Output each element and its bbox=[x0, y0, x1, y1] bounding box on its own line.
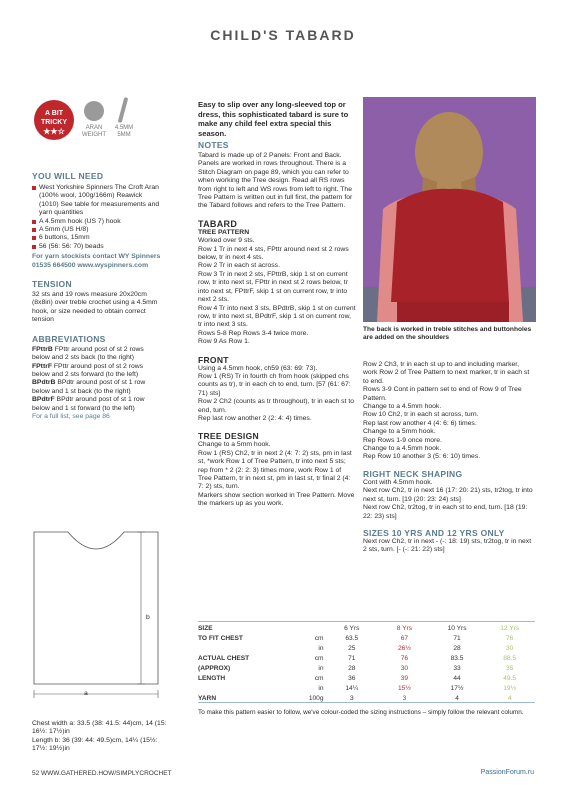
tension-heading: TENSION bbox=[32, 279, 72, 290]
badge-line2: TRICKY bbox=[40, 119, 68, 126]
list-item: West Yorkshire Spinners The Croft Aran (100% wool, 100g/166m) Reawick (1010) See table for measurements and yarn quantities bbox=[32, 184, 162, 218]
abbreviation-item: FPttrF FPttr around post of st 2 rows below and 2 sts forward (to the left) bbox=[32, 362, 144, 378]
sizes-heading: SIZES 10 YRS AND 12 YRS ONLY bbox=[363, 527, 505, 538]
tree-design-line: Change to a 5mm hook. bbox=[198, 441, 271, 449]
crochet-hook-icon bbox=[118, 97, 129, 123]
list-item: 6 buttons, 15mm bbox=[32, 234, 162, 242]
tree-pattern-line: Row 4 Tr into next 3 sts, BPdtrB, skip 1 st on current row, tr into next st, BPdtrF, skip 1 st on current row, tr into next 3 sts. bbox=[198, 304, 356, 329]
pattern-line: Row 2 Ch3, tr in each st up to and including marker, work Row 2 of Tree Pattern to next marker, tr in each st to end. bbox=[363, 361, 530, 385]
table-note: To make this pattern easier to follow, we've colour-coded the sizing instructions – simply follow the relevant column. bbox=[198, 709, 524, 716]
intro-text: Easy to slip over any long-sleeved top or dress, this sophisticated tabard is sure to make any child feel extra special this season. bbox=[198, 100, 349, 138]
tree-pattern-line: Row 9 As Row 1. bbox=[198, 338, 250, 346]
abbreviation-item: BPdtrF BPdtr around post of st 1 row below and 1 st forward (to the left) bbox=[32, 396, 145, 412]
pattern-line: Row 10 Ch2, tr in each st across, turn. bbox=[363, 411, 479, 419]
right-neck-heading: RIGHT NECK SHAPING bbox=[363, 468, 463, 479]
pattern-line: Change to a 4.5mm hook. bbox=[363, 445, 442, 453]
watermark: PassionForum.ru bbox=[480, 769, 534, 776]
table-row: ACTUAL CHEST cm 71 76 83.5 88.5 bbox=[198, 654, 517, 662]
stockists-info: For yarn stockists contact WY Spinners 01535 664500 www.wyspinners.com bbox=[32, 253, 161, 269]
yarn-ball-icon bbox=[84, 101, 104, 121]
table-header: 8 Yrs bbox=[396, 624, 413, 632]
table-row: (APPROX) in 28 30 33 35 bbox=[198, 664, 514, 672]
table-row: in 25 26½ 28 30 bbox=[318, 644, 514, 652]
neck-line: Next row Ch2, tr2tog, tr in each st to end, turn. [18 (19: 22: 23) sts] bbox=[363, 504, 528, 520]
see-also-link[interactable]: For a full list, see page 86 bbox=[32, 412, 110, 420]
table-header: 10 Yrs bbox=[447, 624, 467, 632]
yarn-weight-label: ARAN WEIGHT bbox=[82, 125, 106, 138]
front-line: Row 2 Ch2 (counts as tr throughout), tr in each st to end, turn. bbox=[198, 398, 355, 414]
left-column bbox=[32, 171, 162, 421]
tree-pattern-line: Rows 5-8 Rep Rows 3-4 twice more. bbox=[198, 329, 309, 337]
front-line: Using a 4.5mm hook, ch59 (63: 69: 73). bbox=[198, 364, 318, 372]
tree-pattern-line: Row 3 Tr in next 2 sts, FPttrB, skip 1 st on current row, tr into next st, FPttr in next st 2 rows below, tr into next st, FPttrF, skip 1 st on current row, tr into next 2 sts. bbox=[198, 270, 348, 304]
notes-heading: NOTES bbox=[198, 140, 229, 150]
tabard-heading: TABARD bbox=[198, 218, 238, 229]
tree-pattern-line: Row 1 Tr in next 4 sts, FPttr around next st 2 rows below, tr in next 4 sts. bbox=[198, 245, 349, 262]
neck-line: Next row Ch2, tr in next 16 (17: 20: 21) sts, tr2tog, tr into next st, turn. [19 (20: 23: 24) sts] bbox=[363, 487, 533, 503]
table-row: TO FIT CHEST cm 63.5 67 71 76 bbox=[198, 634, 514, 642]
front-heading: FRONT bbox=[198, 354, 229, 365]
dimension-label-b: b bbox=[146, 614, 150, 621]
table-header: SIZE bbox=[198, 624, 213, 632]
length-dimension bbox=[134, 526, 148, 696]
chest-width: Chest width a: 33.5 (38: 41.5: 44)cm, 14 (15: 16½: 17½)in bbox=[32, 720, 167, 736]
notes-text: Tabard is made up of 2 Panels: Front and Back. Panels are worked in rows throughout. There is a Stitch Diagram on page 89, which you can refer to when working the Tree design. Read all RS rows from right to left and WS rows from left to right. The Tree Pattern is written out in full first, the pattern for the Tabard follows and refers to the Tree Pattern. bbox=[198, 152, 353, 210]
photo-caption: The back is worked in treble stitches and buttonholes are added on the shoulders bbox=[363, 326, 532, 341]
table-header-row bbox=[196, 623, 536, 633]
pattern-line: Rows 3-9 Cont in pattern set to end of Row 9 of Tree Pattern. bbox=[363, 386, 522, 402]
table-row: in 14¼ 15½ 17½ 19½ bbox=[318, 684, 517, 692]
sizes-line: Next row Ch2, tr in next - (-: 18: 19) sts, tr2tog, tr in next 2 sts, turn. [- (-: 21: 22) sts] bbox=[363, 537, 532, 554]
table-row: YARN 100g 3 3 4 4 bbox=[198, 694, 512, 702]
tree-design-heading: TREE DESIGN bbox=[198, 431, 259, 442]
abbreviation-item: BPdtrB BPdtr around post of st 1 row below and 1 st back (to the right) bbox=[32, 379, 146, 395]
pattern-line: Rep Row 10 another 3 (5: 6: 10) times. bbox=[363, 453, 481, 461]
star-rating-icon: ★★☆ bbox=[43, 127, 65, 136]
neck-line: Cont with 4.5mm hook. bbox=[363, 478, 433, 486]
tree-pattern-line: Row 2 Tr in each st across. bbox=[198, 262, 280, 270]
tree-design-line: Markers show section worked in Tree Pattern. Move the markers up as you work. bbox=[198, 491, 355, 508]
table-row: LENGTH cm 36 39 44 49.5 bbox=[198, 674, 517, 682]
length-measure: Length b: 36 (39: 44: 49.5)cm, 14¼ (15½: 17½: 19½)in bbox=[32, 736, 158, 753]
tree-pattern-heading: TREE PATTERN bbox=[198, 228, 250, 236]
pattern-line: Change to a 5mm hook. bbox=[363, 428, 436, 436]
difficulty-badge bbox=[34, 100, 74, 140]
list-item: 56 (56: 56: 70) beads bbox=[32, 243, 162, 251]
table-top-rule bbox=[198, 621, 535, 622]
pattern-line: Rep last row another 4 (4: 6: 6) times. bbox=[363, 419, 477, 427]
table-bottom-rule bbox=[198, 702, 535, 703]
pattern-line: Change to a 4.5mm hook. bbox=[363, 403, 442, 411]
right-column bbox=[363, 361, 535, 555]
tree-design-line: Row 1 (RS) Ch2, tr in next 2 (4: 7: 2) sts, pm in last st, *work Row 1 of Tree Pattern, tr into next 5 sts; rep from * 2 (2: 2: 3) times more, work Row 1 of Tree Pattern, tr in next st, pm in last st, tr final 2 (4: 7: 2) sts, turn. bbox=[198, 449, 352, 491]
tree-pattern-line: Worked over 9 sts. bbox=[198, 237, 255, 245]
abbreviation-item: FPttrB FPttr around post of st 2 rows below and 2 sts back (to the right) bbox=[32, 345, 144, 362]
page-footer: 52 WWW.GATHERED.HOW/SIMPLYCROCHET bbox=[32, 770, 172, 777]
front-line: Rep last row another 2 (2: 4: 4) times. bbox=[198, 414, 312, 422]
page-title: CHILD'S TABARD bbox=[210, 27, 356, 43]
dimension-label-a: a bbox=[84, 690, 88, 697]
pattern-line: Rep Rows 1-9 once more. bbox=[363, 436, 442, 444]
tabard-photo bbox=[363, 97, 536, 322]
front-line: Row 1 (RS) Tr in fourth ch from hook (skipped chs counts as tr), tr in each ch to end, turn. [57 (61: 67: 71) sts] bbox=[198, 372, 351, 397]
table-header: 12 Yrs bbox=[500, 624, 520, 632]
size-table bbox=[196, 623, 536, 703]
hook-size-label: 4.5MM 5MM bbox=[114, 125, 134, 138]
abbreviations-heading: ABBREVIATIONS bbox=[32, 333, 106, 344]
you-will-need-heading: YOU WILL NEED bbox=[32, 171, 104, 181]
table-header: 6 Yrs bbox=[344, 624, 360, 632]
middle-column bbox=[198, 140, 356, 509]
list-item: A 5mm (US H/8) bbox=[32, 226, 162, 234]
list-item: A 4.5mm hook (US 7) hook bbox=[32, 218, 162, 226]
badge-line1: A BIT bbox=[44, 110, 64, 117]
table-header bbox=[285, 623, 325, 633]
tension-text: 32 sts and 19 rows measure 20x20cm (8x8in) over treble crochet using a 4.5mm hook, or size needed to obtain correct tension bbox=[32, 291, 158, 324]
measurements bbox=[32, 720, 172, 754]
materials-list bbox=[32, 184, 162, 251]
child-back-illustration bbox=[363, 97, 536, 322]
